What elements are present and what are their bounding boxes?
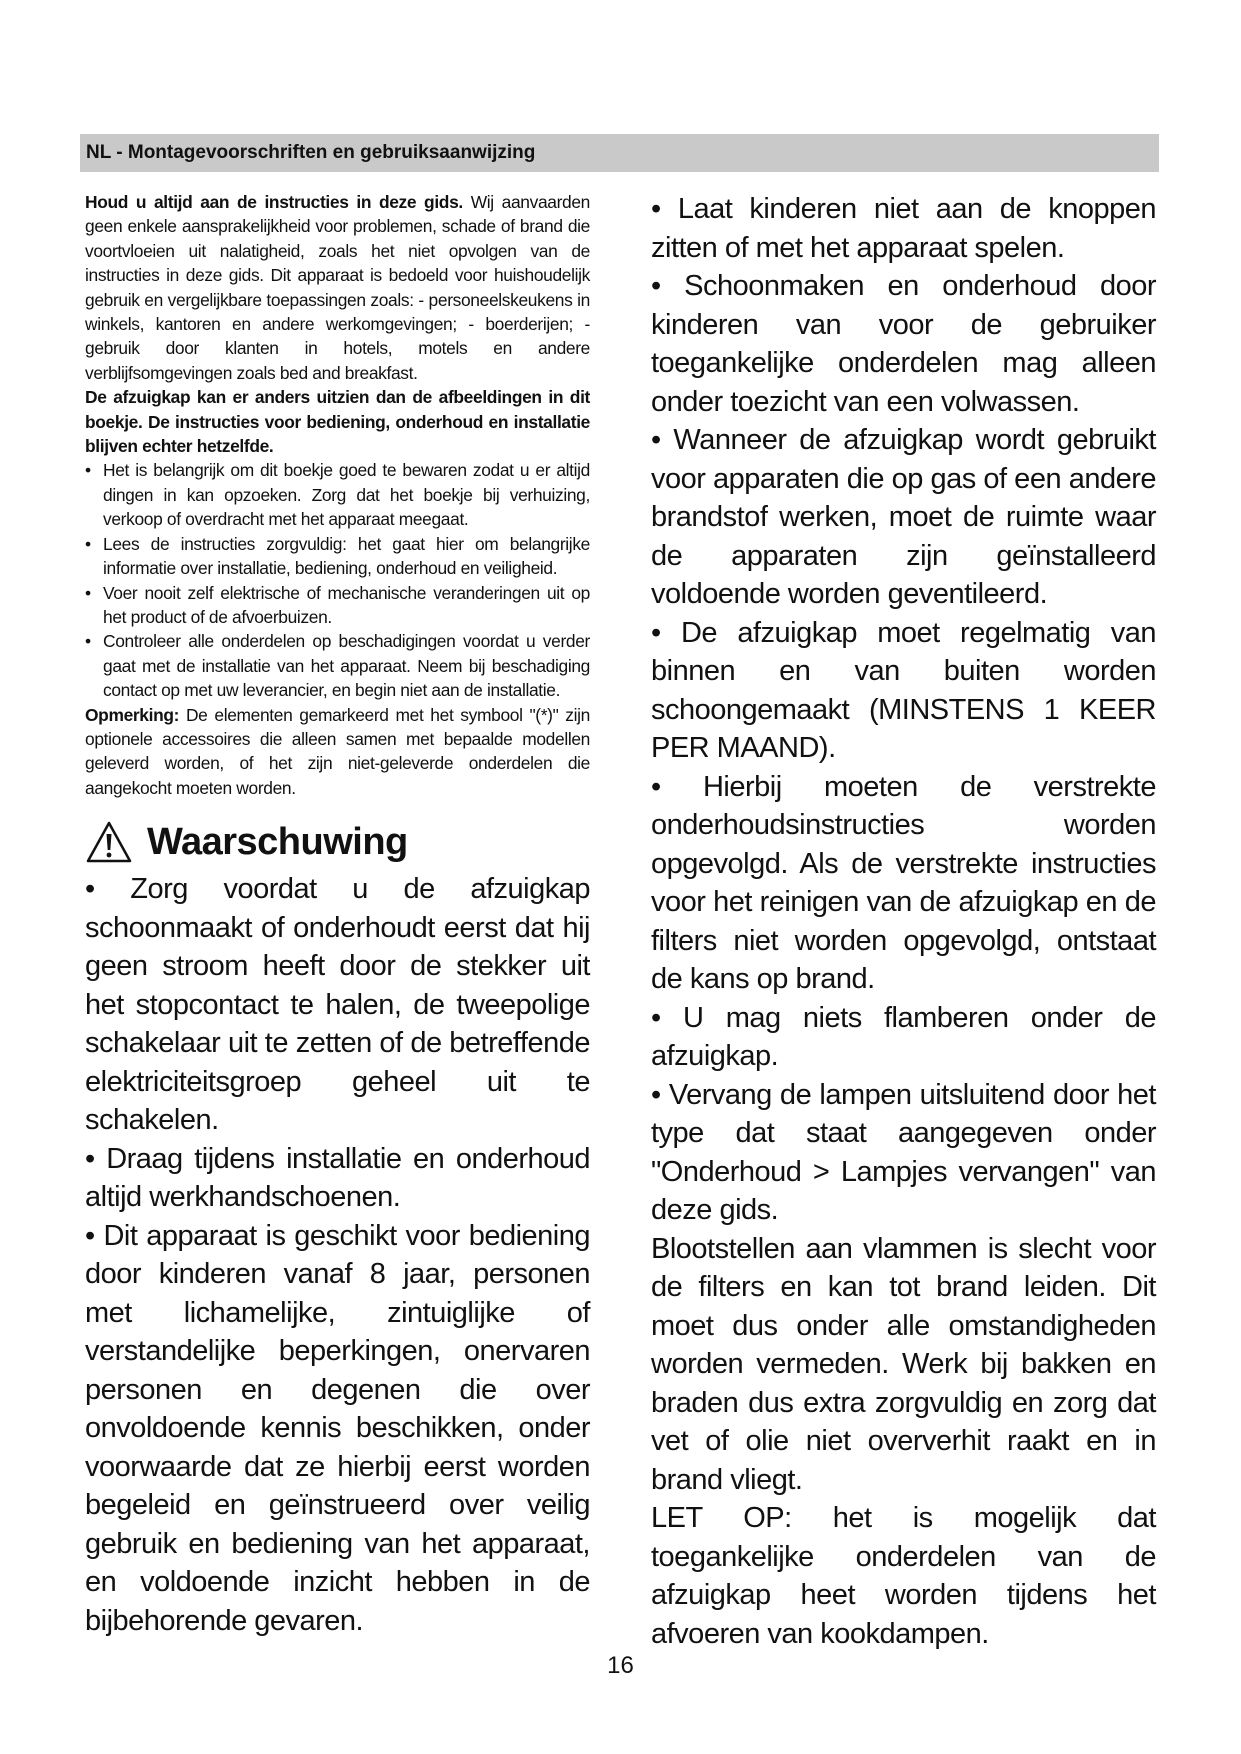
warning-heading (85, 814, 590, 870)
warning-item: • Zorg voordat u de afzuigkap schoonmaakt of onderhoudt eerst dat hij geen stroom heeft door de stekker uit het stopcontact te halen, de tweepolige schakelaar uit te zetten of de betreffende elektriciteitsgroep geheel uit te schakelen. (85, 873, 590, 1137)
warning-item: • Draag tijdens installatie en onderhoud altijd werkhandschoenen. (85, 1142, 590, 1214)
list-item: • Controleer alle onderdelen op beschadigingen voordat u verder gaat met de installatie van het apparaat. Neem bij beschadiging contact op met uw leverancier, en begin niet aan de installatie. (85, 629, 590, 702)
safety-item: • Schoonmaken en onderhoud door kinderen van voor de gebruiker toegankelijke onderdelen mag alleen onder toezicht van een volwassen. (651, 270, 1156, 418)
safety-item: • Vervang de lampen uitsluitend door het type dat staat aangegeven onder "Onderhoud > Lampjes vervangen" van deze gids. (651, 1078, 1156, 1226)
remark-paragraph (85, 703, 590, 801)
notice-paragraph: De afzuigkap kan er anders uitzien dan de afbeeldingen in dit boekje. De instructies voor bediening, onderhoud en installatie blijven echter hetzelfde. (85, 387, 590, 457)
safety-item: • Wanneer de afzuigkap wordt gebruikt voor apparaten die op gas of een andere brandstof werken, moet de ruimte waar de apparaten zijn geïnstalleerd voldoende worden geventileerd. (651, 424, 1156, 610)
remark-text: De elementen gemarkeerd met het symbool "(*)" zijn optionele accessoires die alleen samen met bepaalde modellen geleverd worden, of het zijn niet-geleverde onderdelen die aangekocht moeten worden. (85, 704, 590, 798)
remark-bold: Opmerking: (85, 704, 180, 725)
intro-text: Wij aanvaarden geen enkele aansprakelijkheid voor problemen, schade of brand die voortvloeien uit nalatigheid, zoals het niet opvolgen van de instructies in deze gids. Dit apparaat is bedoeld voor huishoudelijk gebruik en vergelijkbare toepassingen zoals: - personeelskeukens in winkels, kantoren en andere werkomgevingen; - boerderijen; - gebruik door klanten in hotels, motels en andere verblijfsomgevingen zoals bed and breakfast. (85, 192, 591, 383)
safety-item: Blootstellen aan vlammen is slecht voor de filters en kan tot brand leiden. Dit moet dus onder alle omstandigheden worden vermeden. Werk bij bakken en braden dus extra zorgvuldig en zorg dat vet of olie niet oververhit raakt en in brand vliegt. (651, 1232, 1156, 1496)
safety-item: • U mag niets flamberen onder de afzuigkap. (651, 1001, 1156, 1072)
list-item: • Voer nooit zelf elektrische of mechanische veranderingen uit op het product of de afvoerbuizen. (85, 581, 590, 630)
warning-triangle-icon (85, 820, 133, 864)
list-item: • Lees de instructies zorgvuldig: het gaat hier om belangrijke informatie over installatie, bediening, onderhoud en veiligheid. (85, 532, 590, 581)
safety-item: • Hierbij moeten de verstrekte onderhoudsinstructies worden opgevolgd. Als de verstrekte instructies voor het reinigen van de afzuigkap en de filters niet worden opgevolgd, ontstaat de kans op brand. (651, 770, 1156, 995)
list-item: • Het is belangrijk om dit boekje goed te bewaren zodat u er altijd dingen in kan opzoeken. Zorg dat het boekje bij verhuizing, verkoop of overdracht met het apparaat meegaat. (85, 458, 590, 531)
warning-item: • Dit apparaat is geschikt voor bediening door kinderen vanaf 8 jaar, personen met lichamelijke, zintuiglijke of verstandelijke beperkingen, onervaren personen en degenen die over onvoldoende kennis beschikken, onder voorwaarde dat ze hierbij eerst worden begeleid en geïnstrueerd over veilig gebruik en bediening van het apparaat, en voldoende inzicht hebben in de bijbehorende gevaren. (85, 1219, 590, 1637)
instruction-list (85, 458, 590, 702)
warning-title: Waarschuwing (147, 820, 408, 863)
page-number: 16 (607, 1652, 634, 1679)
safety-item: LET OP: het is mogelijk dat toegankelijke onderdelen van de afzuigkap heet worden tijdens het afvoeren van kookdampen. (651, 1502, 1156, 1650)
safety-item: • De afzuigkap moet regelmatig van binnen en van buiten worden schoongemaakt (MINSTENS 1 KEER PER MAAND). (651, 616, 1156, 764)
intro-paragraph (85, 190, 590, 385)
intro-bold: Houd u altijd aan de instructies in deze gids. (85, 192, 463, 212)
left-column (85, 190, 590, 1640)
safety-item: • Laat kinderen niet aan de knoppen zitten of met het apparaat spelen. (651, 193, 1156, 264)
section-header: NL - Montagevoorschriften en gebruiksaanwijzing (80, 134, 1159, 172)
right-column (651, 190, 1156, 1653)
